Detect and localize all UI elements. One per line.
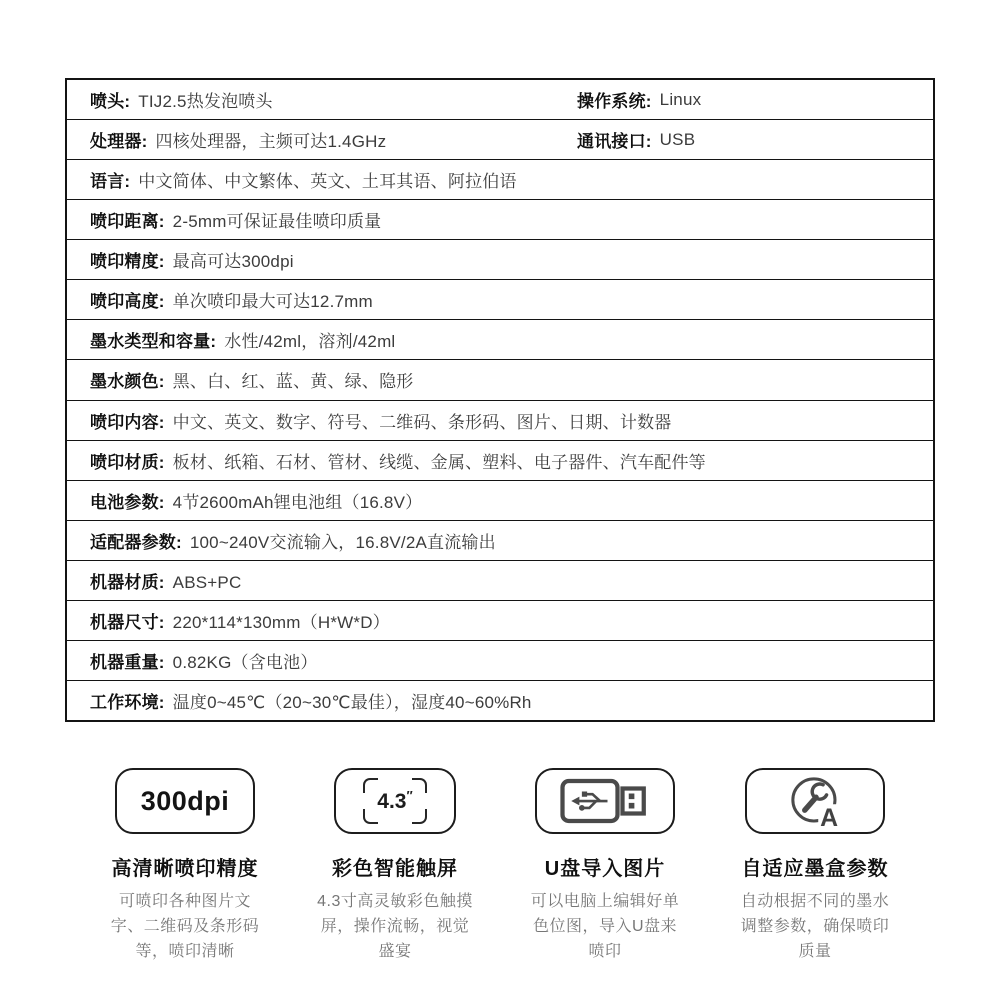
- spec-cell-battery: [90, 488, 422, 513]
- feature-usb-import: [510, 768, 700, 964]
- spec-value: 4节2600mAh锂电池组（16.8V）: [172, 492, 423, 512]
- feature-description: 可以电脑上编辑好单色位图，导入U盘来喷印: [530, 893, 680, 960]
- spec-cell-print-distance: [90, 207, 381, 232]
- table-row: [67, 159, 933, 199]
- spec-cell-print-precision: [90, 247, 294, 272]
- table-row: [67, 480, 933, 520]
- spec-cell-printhead: [90, 87, 273, 112]
- spec-cell-language: [90, 167, 517, 192]
- spec-cell-machine-weight: [90, 648, 318, 673]
- corner-bracket-icon: [412, 778, 427, 793]
- spec-value: ABS+PC: [172, 572, 242, 592]
- spec-cell-machine-size: [90, 608, 390, 633]
- table-row: [67, 359, 933, 399]
- corner-bracket-icon: [363, 778, 378, 793]
- spec-value: 100~240V交流输入，16.8V/2A直流输出: [189, 532, 496, 552]
- dpi-badge: [115, 768, 255, 834]
- spec-label: 操作系统:: [577, 92, 652, 112]
- table-row: [67, 440, 933, 480]
- spec-label: 机器材质:: [90, 572, 165, 592]
- svg-text:A: A: [820, 804, 839, 828]
- spec-cell-interface: [577, 120, 695, 159]
- screen-corners-icon: [363, 778, 427, 824]
- spec-label: 喷印精度:: [90, 252, 165, 272]
- table-row: [67, 119, 933, 159]
- touchscreen-badge: [334, 768, 456, 834]
- feature-description: 可喷印各种图片文字、二维码及条形码等，喷印清晰: [110, 893, 260, 960]
- corner-bracket-icon: [412, 809, 427, 824]
- spec-cell-ink-type: [90, 327, 395, 352]
- spec-table: [65, 78, 935, 722]
- table-row: [67, 279, 933, 319]
- feature-adaptive-cartridge: [720, 768, 910, 964]
- spec-label: 喷印距离:: [90, 212, 165, 232]
- spec-value: 中文简体、中文繁体、英文、土耳其语、阿拉伯语: [138, 172, 517, 192]
- spec-label: 喷印内容:: [90, 412, 165, 432]
- feature-touchscreen: [300, 768, 490, 964]
- dpi-badge-text: 300dpi: [140, 785, 230, 816]
- table-row: [67, 640, 933, 680]
- usb-badge: [535, 768, 675, 834]
- spec-cell-processor: [90, 127, 386, 152]
- feature-print-precision: [90, 768, 280, 964]
- spec-cell-working-env: [90, 688, 532, 713]
- spec-label: 墨水类型和容量:: [90, 332, 217, 352]
- spec-label: 喷印高度:: [90, 292, 165, 312]
- usb-drive-icon: [557, 776, 653, 826]
- spec-label: 语言:: [90, 172, 131, 192]
- adaptive-badge: [745, 768, 885, 834]
- spec-label: 喷印材质:: [90, 452, 165, 472]
- feature-highlights: [0, 768, 1000, 964]
- spec-value: 温度0~45℃（20~30℃最佳），湿度40~60%Rh: [172, 692, 532, 712]
- spec-label: 机器重量:: [90, 652, 165, 672]
- spec-cell-ink-color: [90, 367, 413, 392]
- table-row: [67, 319, 933, 359]
- table-row: [67, 239, 933, 279]
- spec-value: 中文、英文、数字、符号、二维码、条形码、图片、日期、计数器: [172, 412, 672, 432]
- spec-cell-print-content: [90, 408, 671, 433]
- feature-title: 高清晰喷印精度: [111, 858, 259, 880]
- spec-label: 机器尺寸:: [90, 612, 165, 632]
- spec-label: 适配器参数:: [90, 532, 182, 552]
- spec-label: 处理器:: [90, 132, 148, 152]
- table-row: [67, 80, 933, 119]
- spec-value: 0.82KG（含电池）: [172, 652, 318, 672]
- spec-value: TIJ2.5热发泡喷头: [138, 92, 273, 112]
- spec-label: 墨水颜色:: [90, 372, 165, 392]
- feature-description: 自动根据不同的墨水调整参数，确保喷印质量: [740, 893, 890, 960]
- feature-title: 自适应墨盒参数: [741, 858, 889, 880]
- spec-value: USB: [659, 129, 696, 149]
- spec-cell-print-material: [90, 448, 706, 473]
- feature-description: 4.3寸高灵敏彩色触摸屏，操作流畅，视觉盛宴: [317, 893, 473, 960]
- spec-value: 黑、白、红、蓝、黄、绿、隐形: [172, 372, 414, 392]
- table-row: [67, 560, 933, 600]
- wrench-a-icon: [788, 774, 842, 828]
- spec-value: 水性/42ml，溶剂/42ml: [224, 332, 396, 352]
- spec-value: 板材、纸箱、石材、管材、线缆、金属、塑料、电子器件、汽车配件等: [172, 452, 706, 472]
- spec-value: Linux: [659, 89, 702, 109]
- spec-value: 220*114*130mm（H*W*D）: [172, 612, 390, 632]
- feature-title: U盘导入图片: [544, 858, 666, 880]
- spec-value: 2-5mm可保证最佳喷印质量: [172, 212, 382, 232]
- spec-value: 单次喷印最大可达12.7mm: [172, 292, 373, 312]
- spec-label: 电池参数:: [90, 492, 165, 512]
- table-row: [67, 400, 933, 440]
- inch-mark: ″: [406, 788, 413, 803]
- spec-cell-adapter: [90, 528, 496, 553]
- corner-bracket-icon: [363, 809, 378, 824]
- spec-cell-print-height: [90, 287, 373, 312]
- table-row: [67, 520, 933, 560]
- table-row: [67, 199, 933, 239]
- spec-value: 最高可达300dpi: [172, 252, 294, 272]
- screen-size-text: 4.3″: [377, 788, 413, 813]
- feature-title: 彩色智能触屏: [332, 858, 458, 880]
- table-row: [67, 680, 933, 720]
- spec-cell-os: [577, 80, 701, 119]
- spec-label: 喷头:: [90, 92, 131, 112]
- table-row: [67, 600, 933, 640]
- spec-cell-machine-material: [90, 568, 241, 593]
- spec-label: 工作环境:: [90, 692, 165, 712]
- spec-label: 通讯接口:: [577, 132, 652, 152]
- spec-value: 四核处理器，主频可达1.4GHz: [155, 132, 387, 152]
